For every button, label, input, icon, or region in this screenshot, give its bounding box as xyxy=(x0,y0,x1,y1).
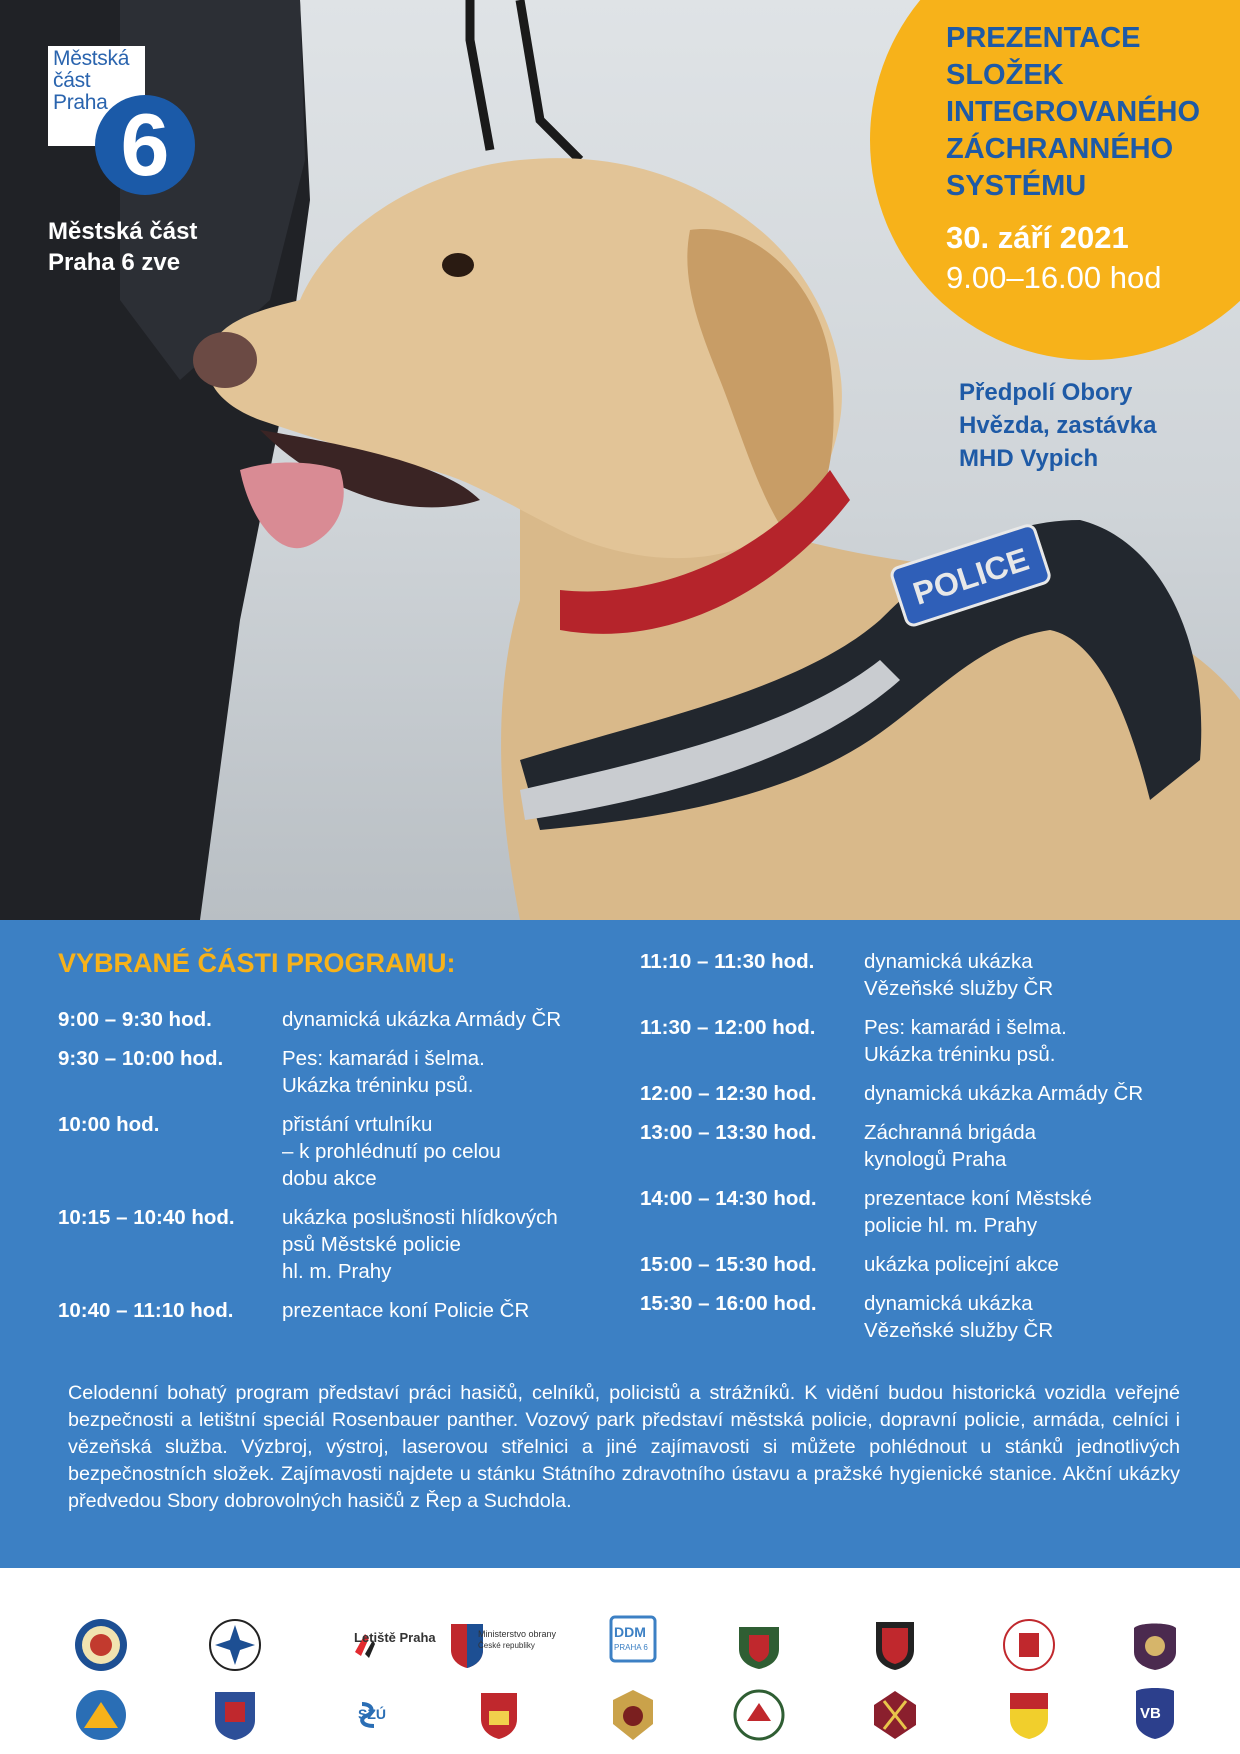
program-desc xyxy=(282,1006,561,1033)
program-desc-line: dobu akce xyxy=(282,1167,377,1190)
program-desc-line: psů Městské policie xyxy=(282,1233,461,1256)
program-desc-line: dynamická ukázka xyxy=(864,950,1033,973)
hasici-shield-icon xyxy=(866,1616,924,1674)
event-title-line: SLOŽEK xyxy=(946,59,1064,91)
place-line: MHD Vypich xyxy=(959,445,1099,472)
program-desc-line: prezentace koní Městské xyxy=(864,1187,1092,1210)
program-row xyxy=(58,1204,618,1285)
program-desc-line: dynamická ukázka xyxy=(864,1292,1033,1315)
event-title-line: PREZENTACE xyxy=(946,22,1141,54)
event-title-line: ZÁCHRANNÉHO xyxy=(946,133,1174,165)
event-title xyxy=(946,20,1200,205)
ministerstvo-text-1: Ministerstvo obrany xyxy=(478,1629,557,1639)
program-time: 9:00 – 9:30 hod. xyxy=(58,1008,212,1031)
program-desc-line: přistání vrtulníku xyxy=(282,1113,433,1136)
program-desc xyxy=(864,1014,1067,1068)
program-time: 10:00 hod. xyxy=(58,1113,160,1136)
letiste-text: Letiště Praha xyxy=(354,1630,436,1645)
hasici-emblem-icon xyxy=(604,1686,662,1744)
program-desc-line: – k prohlédnutí po celou xyxy=(282,1140,501,1163)
program-desc xyxy=(282,1045,485,1099)
praha-17-coat-icon xyxy=(1000,1686,1058,1744)
letiste-praha-logo-icon xyxy=(320,1616,410,1674)
celni-sprava-icon xyxy=(206,1686,264,1744)
hygiena-badge-icon xyxy=(1000,1616,1058,1674)
program-desc xyxy=(864,1290,1053,1344)
ministerstvo-text-2: České republiky xyxy=(478,1641,535,1650)
vezenska-sluzba-icon xyxy=(1126,1616,1184,1674)
program-row xyxy=(58,1297,618,1324)
program-right-column xyxy=(640,948,1200,1356)
event-title-line: INTEGROVANÉHO xyxy=(946,96,1201,128)
event-title-line: SYSTÉMU xyxy=(946,170,1087,202)
program-desc xyxy=(864,1251,1059,1278)
program-desc-line: Pes: kamarád i šelma. xyxy=(282,1047,485,1070)
program-row xyxy=(640,948,1200,1002)
program-row xyxy=(58,1045,618,1099)
program-desc-line: Vězeňské služby ČR xyxy=(864,1319,1054,1342)
zachranna-sluzba-icon xyxy=(72,1686,130,1744)
policie-cr-star-icon xyxy=(206,1616,264,1674)
program-time: 10:40 – 11:10 hod. xyxy=(58,1299,234,1322)
invite-text xyxy=(48,216,197,278)
event-time: 9.00–16.00 hod xyxy=(946,260,1162,295)
police-patch-text: POLICE xyxy=(908,540,1034,612)
program-time: 11:30 – 12:00 hod. xyxy=(640,1016,816,1039)
program-desc xyxy=(864,1080,1143,1107)
program-desc xyxy=(864,1185,1092,1239)
program-desc xyxy=(282,1204,558,1285)
program-row xyxy=(640,1080,1200,1107)
program-desc-line: Záchranná brigáda xyxy=(864,1121,1037,1144)
program-description: Celodenní bohatý program představí práci hasičů, celníků, policistů a strážníků. K vidění budou historická vozidla veřejné bezpečnosti a letištní speciál Rosenbauer panther. Vozový park představí městská policie, dopravní policie, armáda, celníci i vězeňská služba. Výzbroj, výstroj, laserovou střelnici a jiné zajímavosti si můžete pohlédnout u stánků jednotlivých bezpečnostních složek. Zajímavosti najdete u stánku Státního zdravotního ústavu a pražské hygienické stanice. Akční ukázky předvedou Sbory dobrovolných hasičů z Řep a Suchdola. xyxy=(68,1382,1180,1512)
program-desc-line: dynamická ukázka Armády ČR xyxy=(864,1082,1144,1105)
program-time: 9:30 – 10:00 hod. xyxy=(58,1047,224,1070)
logo-line-2: část xyxy=(53,69,91,92)
logo-number: 6 xyxy=(95,95,195,195)
program-time: 14:00 – 14:30 hod. xyxy=(640,1187,817,1210)
program-time: 15:30 – 16:00 hod. xyxy=(640,1292,817,1315)
program-time: 12:00 – 12:30 hod. xyxy=(640,1082,817,1105)
program-row xyxy=(640,1119,1200,1173)
invite-line-1: Městská část xyxy=(48,218,198,245)
invite-line-2: Praha 6 zve xyxy=(48,249,181,276)
ddm-subtext: PRAHA 6 xyxy=(614,1643,648,1652)
program-row xyxy=(58,1111,618,1192)
army-badge-icon xyxy=(730,1686,788,1744)
program-desc-line: dynamická ukázka Armády ČR xyxy=(282,1008,562,1031)
event-date: 30. září 2021 xyxy=(946,220,1129,255)
program-desc-line: policie hl. m. Prahy xyxy=(864,1214,1038,1237)
partner-logos xyxy=(0,1568,1240,1754)
program-desc xyxy=(864,1119,1036,1173)
military-police-icon xyxy=(866,1686,924,1744)
program-row xyxy=(640,1251,1200,1278)
place-line: Hvězda, zastávka xyxy=(959,412,1157,439)
logo-line-3: Praha xyxy=(53,91,108,114)
program-desc-line: Ukázka tréninku psů. xyxy=(282,1074,474,1097)
logo-line-1: Městská xyxy=(53,47,130,70)
program-row xyxy=(640,1014,1200,1068)
program-time: 10:15 – 10:40 hod. xyxy=(58,1206,235,1229)
program-row xyxy=(640,1290,1200,1344)
szu-text: SZÚ xyxy=(358,1706,386,1722)
praha-suchdol-coat-icon xyxy=(470,1686,528,1744)
program-desc-line: ukázka poslušnosti hlídkových xyxy=(282,1206,558,1229)
event-place xyxy=(959,376,1156,475)
ddm-text: DDM xyxy=(614,1624,646,1640)
program-row xyxy=(58,1006,618,1033)
program-title: VYBRANÉ ČÁSTI PROGRAMU: xyxy=(58,948,456,978)
program-desc-line: kynologů Praha xyxy=(864,1148,1007,1171)
program-desc-line: ukázka policejní akce xyxy=(864,1253,1059,1276)
program-left-column xyxy=(58,1006,618,1336)
program-desc xyxy=(282,1111,501,1192)
program-time: 13:00 – 13:30 hod. xyxy=(640,1121,817,1144)
program-panel xyxy=(0,920,1240,1568)
place-line: Předpolí Obory xyxy=(959,379,1133,406)
program-desc-line: hl. m. Prahy xyxy=(282,1260,392,1283)
army-emblem-icon xyxy=(730,1616,788,1674)
program-time: 15:00 – 15:30 hod. xyxy=(640,1253,817,1276)
program-time: 11:10 – 11:30 hod. xyxy=(640,950,815,973)
mestska-policie-badge-icon xyxy=(72,1616,130,1674)
program-desc-line: prezentace koní Policie ČR xyxy=(282,1299,530,1322)
program-desc xyxy=(282,1297,529,1324)
program-desc xyxy=(864,948,1053,1002)
program-row xyxy=(640,1185,1200,1239)
vb-text: VB xyxy=(1140,1705,1161,1722)
program-desc-line: Ukázka tréninku psů. xyxy=(864,1043,1056,1066)
program-desc-line: Vězeňské služby ČR xyxy=(864,977,1054,1000)
program-desc-line: Pes: kamarád i šelma. xyxy=(864,1016,1067,1039)
